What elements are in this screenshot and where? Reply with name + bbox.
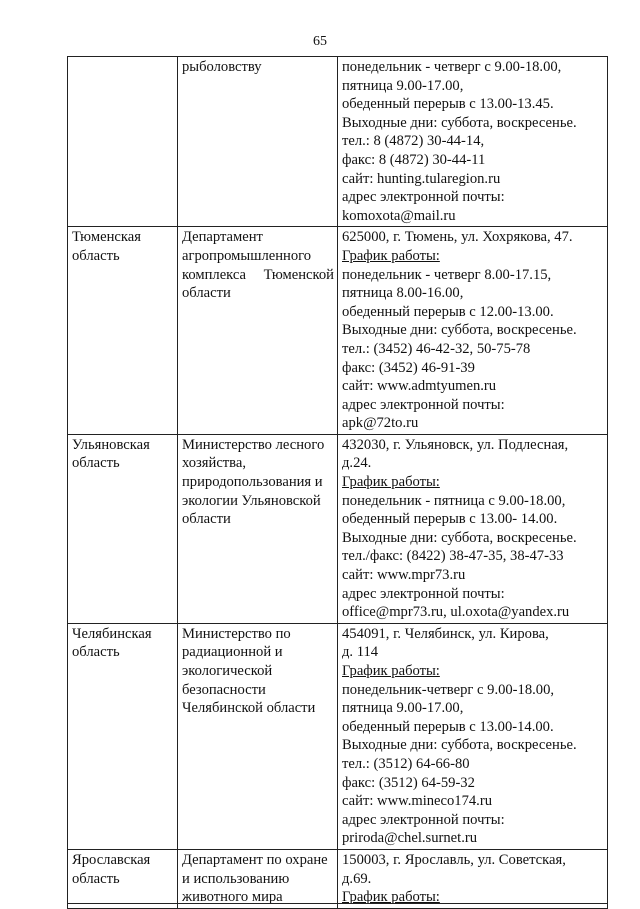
contacts-cell-line: д.69.	[342, 870, 372, 887]
authority-cell-line: Департамент по охране	[182, 851, 328, 868]
authority-cell-line: комплекса Тюменской	[182, 266, 334, 283]
authority-cell-line: радиационной и	[182, 644, 283, 661]
contacts-cell-line: обеденный перерыв с 12.00-13.00.	[342, 303, 554, 320]
contacts-cell-line: обеденный перерыв с 13.00-14.00.	[342, 718, 554, 735]
table-row	[68, 57, 608, 227]
region-cell-line: область	[72, 644, 120, 661]
contacts-cell-line: понедельник - четверг 8.00-17.15,	[342, 266, 552, 283]
contacts-cell-line: тел.: (3452) 46-42-32, 50-75-78	[342, 340, 531, 357]
contacts-cell-line: факс: 8 (4872) 30-44-11	[342, 151, 486, 168]
region-cell	[68, 849, 178, 908]
contacts-cell-line: д.24.	[342, 455, 372, 472]
authority-cell	[178, 849, 338, 908]
contacts-cell-line: обеденный перерыв с 13.00- 14.00.	[342, 511, 558, 528]
contacts-cell-line: office@mpr73.ru, ul.oxota@yandex.ru	[342, 604, 570, 621]
contacts-cell-line: График работы:	[342, 247, 440, 264]
contacts-cell-line: 625000, г. Тюмень, ул. Хохрякова, 47.	[342, 229, 573, 246]
table-row	[68, 623, 608, 849]
contacts-cell-line: д. 114	[342, 644, 379, 661]
contacts-cell-line: понедельник - четверг с 9.00-18.00,	[342, 59, 562, 75]
table-row	[68, 849, 608, 908]
contacts-cell	[338, 434, 608, 623]
contacts-cell-line: apk@72to.ru	[342, 415, 419, 432]
region-cell	[68, 623, 178, 849]
authority-cell	[178, 57, 338, 227]
table-body	[68, 57, 608, 909]
region-cell	[68, 227, 178, 435]
region-cell	[68, 57, 178, 227]
contacts-cell	[338, 623, 608, 849]
table-bottom-edge	[67, 903, 607, 904]
authority-cell-line: рыболовству	[182, 59, 262, 75]
authority-cell-line: Челябинской области	[182, 700, 316, 717]
contacts-cell-line: Выходные дни: суббота, воскресенье.	[342, 737, 577, 754]
contacts-cell-line: priroda@chel.surnet.ru	[342, 830, 478, 847]
contacts-cell-line: 432030, г. Ульяновск, ул. Подлесная,	[342, 436, 569, 453]
region-cell-line: область	[72, 870, 120, 887]
authority-cell-line: безопасности	[182, 681, 266, 698]
authority-cell	[178, 623, 338, 849]
regions-table	[67, 56, 608, 909]
authority-cell-line: экологической	[182, 663, 273, 679]
region-cell-line: Тюменская	[72, 229, 141, 246]
page-number: 65	[313, 34, 327, 49]
contacts-cell-line: 150003, г. Ярославль, ул. Советская,	[342, 851, 566, 868]
authority-cell-line: Министерство лесного	[182, 436, 325, 453]
authority-cell-line: Министерство по	[182, 625, 291, 642]
contacts-cell-line: сайт: www.mineco174.ru	[342, 793, 492, 810]
contacts-cell-line: 454091, г. Челябинск, ул. Кирова,	[342, 625, 549, 642]
contacts-cell	[338, 849, 608, 908]
authority-cell	[178, 434, 338, 623]
authority-cell-line: животного мира	[182, 889, 283, 906]
contacts-cell-line: График работы:	[342, 889, 440, 906]
contacts-cell-line: График работы:	[342, 663, 440, 679]
contacts-cell-line: Выходные дни: суббота, воскресенье.	[342, 114, 577, 131]
contacts-cell-line: komoxota@mail.ru	[342, 207, 456, 224]
contacts-cell-line: Выходные дни: суббота, воскресенье.	[342, 322, 577, 339]
authority-cell-line: области	[182, 511, 231, 528]
contacts-cell-line: тел.: 8 (4872) 30-44-14,	[342, 133, 485, 150]
contacts-cell-line: понедельник-четверг с 9.00-18.00,	[342, 681, 555, 698]
region-cell-line: Челябинская	[72, 625, 152, 642]
contacts-cell-line: сайт: www.mpr73.ru	[342, 567, 466, 584]
contacts-cell-line: понедельник - пятница с 9.00-18.00,	[342, 492, 566, 509]
contacts-cell-line: адрес электронной почты:	[342, 811, 505, 828]
authority-cell-line: агропромышленного	[182, 247, 312, 264]
contacts-cell-line: пятница 9.00-17.00,	[342, 700, 464, 717]
contacts-cell-line: адрес электронной почты:	[342, 189, 505, 206]
authority-cell-line: хозяйства,	[182, 455, 247, 472]
contacts-cell-line: тел./факс: (8422) 38-47-35, 38-47-33	[342, 548, 564, 565]
contacts-cell	[338, 57, 608, 227]
contacts-cell-line: адрес электронной почты:	[342, 396, 505, 413]
region-cell-line: область	[72, 455, 120, 472]
authority-cell-line: и использованию	[182, 870, 290, 887]
authority-cell-line: экологии Ульяновской	[182, 492, 321, 509]
region-cell-line: область	[72, 247, 120, 264]
contacts-cell-line: График работы:	[342, 474, 440, 491]
authority-cell-line: природопользования и	[182, 474, 323, 491]
contacts-cell-line: пятница 9.00-17.00,	[342, 77, 464, 94]
table-row	[68, 434, 608, 623]
region-cell-line: Ярославская	[72, 851, 151, 868]
region-cell-line: Ульяновская	[72, 436, 150, 453]
contacts-cell-line: адрес электронной почты:	[342, 585, 505, 602]
contacts-cell	[338, 227, 608, 435]
contacts-cell-line: обеденный перерыв с 13.00-13.45.	[342, 96, 554, 113]
region-cell	[68, 434, 178, 623]
contacts-cell-line: сайт: hunting.tularegion.ru	[342, 170, 501, 187]
contacts-cell-line: Выходные дни: суббота, воскресенье.	[342, 529, 577, 546]
authority-cell-line: области	[182, 285, 231, 302]
table-row	[68, 227, 608, 435]
authority-cell	[178, 227, 338, 435]
contacts-cell-line: факс: (3512) 64-59-32	[342, 774, 475, 791]
contacts-cell-line: факс: (3452) 46-91-39	[342, 359, 475, 376]
authority-cell-line: Департамент	[182, 229, 263, 246]
contacts-cell-line: пятница 8.00-16.00,	[342, 285, 464, 302]
contacts-cell-line: тел.: (3512) 64-66-80	[342, 755, 470, 772]
contacts-cell-line: сайт: www.admtyumen.ru	[342, 378, 497, 395]
